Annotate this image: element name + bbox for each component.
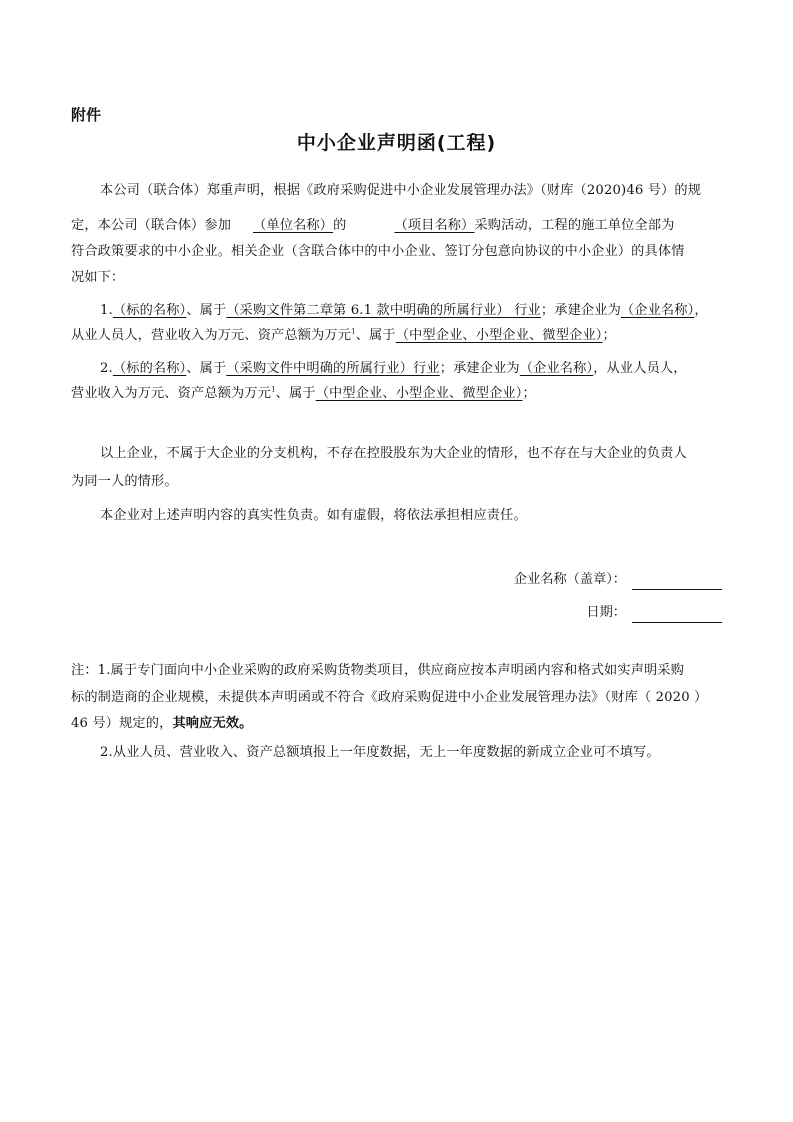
- item-2-size-field[interactable]: （中型企业、小型企业、微型企业）: [315, 386, 523, 401]
- declaration-line-2: 为同一人的情形。: [71, 474, 178, 489]
- signature-company-row: [514, 570, 722, 590]
- invalid-response-warning: 其响应无效。: [172, 716, 253, 731]
- intro-line-2: 定，本公司（联合体）参加 （单位名称）的 （项目名称）采购活动，工程的施工单位全部为: [71, 218, 675, 233]
- date-field[interactable]: [632, 608, 722, 623]
- declaration-line-1: 以上企业，不属于大企业的分支机构，不存在控股股东为大企业的情形，也不存在与大企业的负责人: [100, 446, 687, 461]
- signature-date-row: [586, 603, 722, 623]
- item-1-company-field[interactable]: （企业名称）: [620, 303, 695, 318]
- item-2-line-1: 2.（标的名称）、属于（采购文件中明确的所属行业）行业；承建企业为（企业名称），从业人员人，: [100, 361, 687, 376]
- intro-line-3: 符合政策要求的中小企业。相关企业（含联合体中的中小企业、签订分包意向协议的中小企业）的具体情: [71, 244, 685, 259]
- item-2-industry-field[interactable]: （采购文件中明确的所属行业）行业: [226, 361, 440, 376]
- note-line-3: 46 号）规定的，其响应无效。: [71, 716, 253, 731]
- project-name-field[interactable]: （项目名称）: [394, 218, 475, 233]
- intro-line-1: 本公司（联合体）郑重声明，根据《政府采购促进中小企业发展管理办法》（财库（2020)46 号）的规: [100, 183, 702, 198]
- unit-name-field[interactable]: （单位名称）: [253, 218, 334, 233]
- item-2-company-field[interactable]: （企业名称）: [519, 361, 594, 376]
- company-seal-field[interactable]: [632, 575, 722, 590]
- item-2-subject-field[interactable]: （标的名称）: [112, 361, 187, 376]
- attachment-label: 附件: [71, 106, 102, 124]
- intro-line-4: 况如下：: [71, 270, 125, 285]
- item-1-subject-field[interactable]: （标的名称）: [112, 303, 187, 318]
- note-line-1: 注：1.属于专门面向中小企业采购的政府采购货物类项目，供应商应按本声明函内容和格式如实声明采购: [71, 663, 685, 678]
- footnote-ref: 1: [271, 385, 276, 394]
- item-1-line-2: 从业人员人，营业收入为万元、资产总额为万元$^1$、属于（中型企业、小型企业、微型企业）；: [71, 327, 616, 343]
- note-line-2: 标的制造商的企业规模，未提供本声明函或不符合《政府采购促进中小企业发展管理办法》（财库（ 2020 ）: [71, 690, 708, 705]
- note-line-4: 2.从业人员、营业收入、资产总额填报上一年度数据，无上一年度数据的新成立企业可不填写。: [100, 745, 660, 760]
- declaration-line-3: 本企业对上述声明内容的真实性负责。如有虚假，将依法承担相应责任。: [100, 508, 527, 523]
- item-1-industry-field[interactable]: （采购文件第二章第 6.1 款中明确的所属行业） 行业: [226, 303, 541, 318]
- item-2-line-2: 营业收入为万元、资产总额为万元$^1$、属于（中型企业、小型企业、微型企业）；: [71, 385, 536, 401]
- item-1-size-field[interactable]: （中型企业、小型企业、微型企业）: [395, 328, 603, 343]
- footnote-ref: 1: [351, 327, 356, 336]
- company-seal-label: 企业名称（盖章）：: [513, 572, 626, 587]
- item-1-line-1: 1.（标的名称）、属于（采购文件第二章第 6.1 款中明确的所属行业） 行业；承建企业为（企业名称），: [100, 303, 708, 318]
- document-title: 中小企业声明函(工程): [296, 132, 497, 154]
- date-label: 日期：: [586, 605, 626, 620]
